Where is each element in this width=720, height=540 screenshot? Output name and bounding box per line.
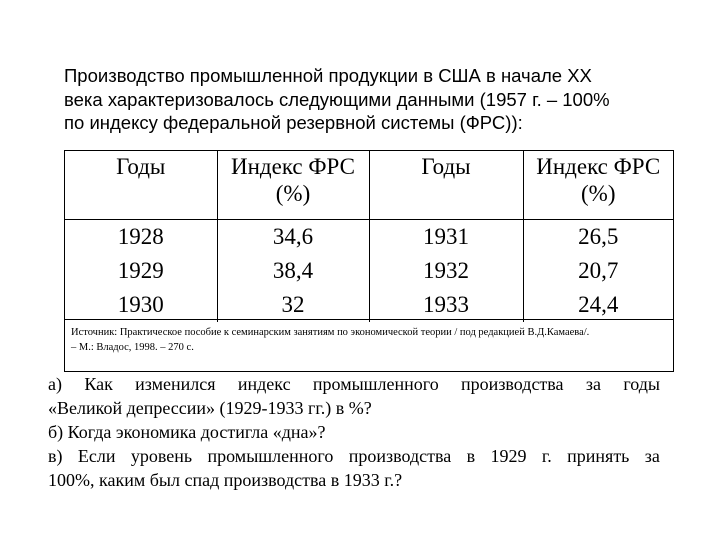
header-line: (%): [275, 181, 311, 206]
word: промышленного: [207, 446, 334, 466]
header-line: (%): [581, 181, 616, 206]
word: изменился: [135, 374, 216, 394]
word: за: [644, 446, 660, 466]
table-cell: 1933: [369, 288, 523, 322]
word: Если: [77, 446, 116, 466]
question-line: [48, 372, 660, 396]
table-row: [65, 254, 673, 288]
header-line: Индекс ФРС: [231, 154, 355, 179]
table-cell: 1930: [65, 288, 217, 322]
table-row: [65, 220, 673, 255]
word: уровень: [130, 446, 193, 466]
word: г.: [541, 446, 552, 466]
word: Как: [84, 374, 113, 394]
table-cell: 26,5: [523, 220, 673, 255]
intro-line: по индексу федеральной резервной системы (ФРС)):: [64, 112, 523, 133]
header-cell: [369, 151, 523, 220]
table-cell: 38,4: [217, 254, 369, 288]
header-cell: [65, 151, 217, 220]
header-line: Годы: [421, 154, 471, 179]
intro-line: века характеризовалось следующими данными (1957 г. – 100%: [64, 88, 610, 110]
word: индекс: [237, 374, 291, 394]
intro-text: [64, 64, 674, 135]
table-cell: 1932: [369, 254, 523, 288]
word: промышленного: [312, 374, 439, 394]
intro-line: Производство промышленной продукции в США в начале XX: [64, 65, 592, 86]
question-line: б) Когда экономика достигла «дна»?: [48, 422, 326, 442]
word: 1929: [490, 446, 527, 466]
word: производства: [348, 446, 452, 466]
question-line: «Великой депрессии» (1929-1933 гг.) в %?: [48, 398, 372, 418]
table-cell: 34,6: [217, 220, 369, 255]
word: в: [466, 446, 476, 466]
word: принять: [567, 446, 630, 466]
table-cell: 1928: [65, 220, 217, 255]
fed-index-table: [65, 151, 673, 322]
table-row: [65, 288, 673, 322]
data-table-frame: [64, 150, 674, 372]
table-cell: 20,7: [578, 258, 619, 283]
word: в): [48, 446, 63, 466]
source-line: – М.: Владос, 1998. – 270 с.: [71, 342, 194, 353]
questions-block: [48, 372, 660, 492]
word: годы: [623, 374, 660, 394]
question-line: 100%, каким был спад производства в 1933 г.?: [48, 470, 403, 490]
table-header-row: [65, 151, 673, 220]
word: за: [585, 374, 601, 394]
question-line: [48, 444, 660, 468]
header-line: Индекс ФРС: [536, 154, 661, 179]
source-note: [65, 319, 673, 371]
word: производства: [461, 374, 564, 394]
source-line: Источник: Практическое пособие к семинарским занятиям по экономической теории / под редакцией В.Д.Камаева/.: [71, 327, 590, 338]
table-cell: 24,4: [578, 292, 619, 317]
table-cell: 1929: [65, 254, 217, 288]
header-cell: [217, 151, 369, 220]
word: а): [48, 374, 62, 394]
table-cell: 32: [217, 288, 369, 322]
header-line: Годы: [116, 154, 166, 179]
table-cell: 1931: [369, 220, 523, 255]
header-cell: [523, 151, 673, 220]
